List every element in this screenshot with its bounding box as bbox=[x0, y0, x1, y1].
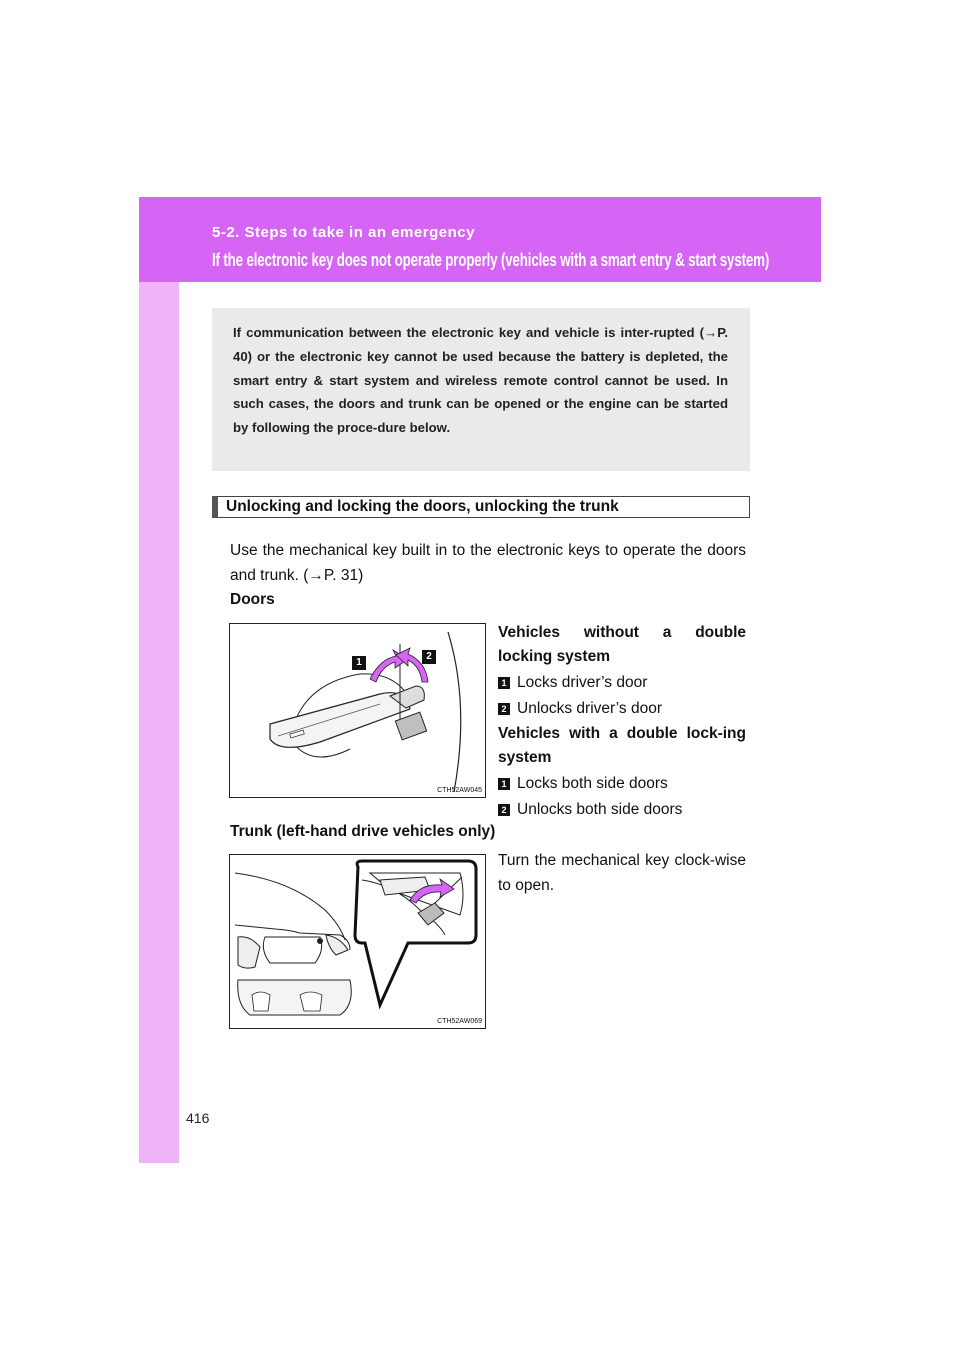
callout-1: 1 bbox=[352, 656, 366, 670]
door-handle-illustration bbox=[230, 624, 485, 797]
figure-code: CTH52AW069 bbox=[437, 1018, 482, 1025]
trunk-instruction-block bbox=[498, 848, 746, 898]
legend-item bbox=[498, 771, 746, 796]
trunk-instruction: Turn the mechanical key clock-wise to open. bbox=[498, 852, 746, 894]
number-badge: 2 bbox=[498, 804, 510, 816]
legend-item bbox=[498, 696, 746, 721]
legend-text: Unlocks both side doors bbox=[517, 801, 683, 818]
doors-heading: Doors bbox=[230, 591, 275, 608]
page-title: If the electronic key does not operate properly (vehicles with a smart entry & start system) bbox=[212, 250, 770, 270]
legend-text: Locks both side doors bbox=[517, 775, 668, 792]
doors-legend bbox=[498, 621, 746, 822]
trunk-illustration bbox=[230, 855, 485, 1028]
figure-code: CTH52AW045 bbox=[437, 787, 482, 794]
group-heading-double-lock: Vehicles with a double lock-ing system bbox=[498, 725, 746, 766]
callout-2: 2 bbox=[422, 650, 436, 664]
body-paragraph: Use the mechanical key built in to the electronic keys to operate the doors and trunk. (→P. 31) bbox=[230, 542, 746, 584]
section-label: 5-2. Steps to take in an emergency bbox=[212, 224, 475, 241]
trunk-heading: Trunk (left-hand drive vehicles only) bbox=[230, 823, 496, 840]
page-number: 416 bbox=[186, 1110, 210, 1126]
legend-item bbox=[498, 797, 746, 822]
intro-text: If communication between the electronic key and vehicle is inter-rupted (→P. 40) or the electronic key cannot be used because the battery is depleted, the smart entry & start system and wireless remote control cannot be used. In such cases, the doors and trunk can be opened or the engine can be started by following the proce-dure below. bbox=[233, 325, 728, 436]
door-handle-figure bbox=[229, 623, 486, 798]
legend-item bbox=[498, 670, 746, 695]
sidebar-tab bbox=[139, 197, 179, 1163]
subheading-text: Unlocking and locking the doors, unlocking the trunk bbox=[226, 498, 619, 515]
number-badge: 1 bbox=[498, 677, 510, 689]
legend-text: Unlocks driver’s door bbox=[517, 700, 663, 717]
trunk-figure bbox=[229, 854, 486, 1029]
subheading bbox=[212, 496, 750, 518]
intro-box bbox=[212, 308, 750, 471]
group-heading-no-double-lock: Vehicles without a double locking system bbox=[498, 624, 746, 665]
legend-text: Locks driver’s door bbox=[517, 674, 648, 691]
number-badge: 1 bbox=[498, 778, 510, 790]
number-badge: 2 bbox=[498, 703, 510, 715]
